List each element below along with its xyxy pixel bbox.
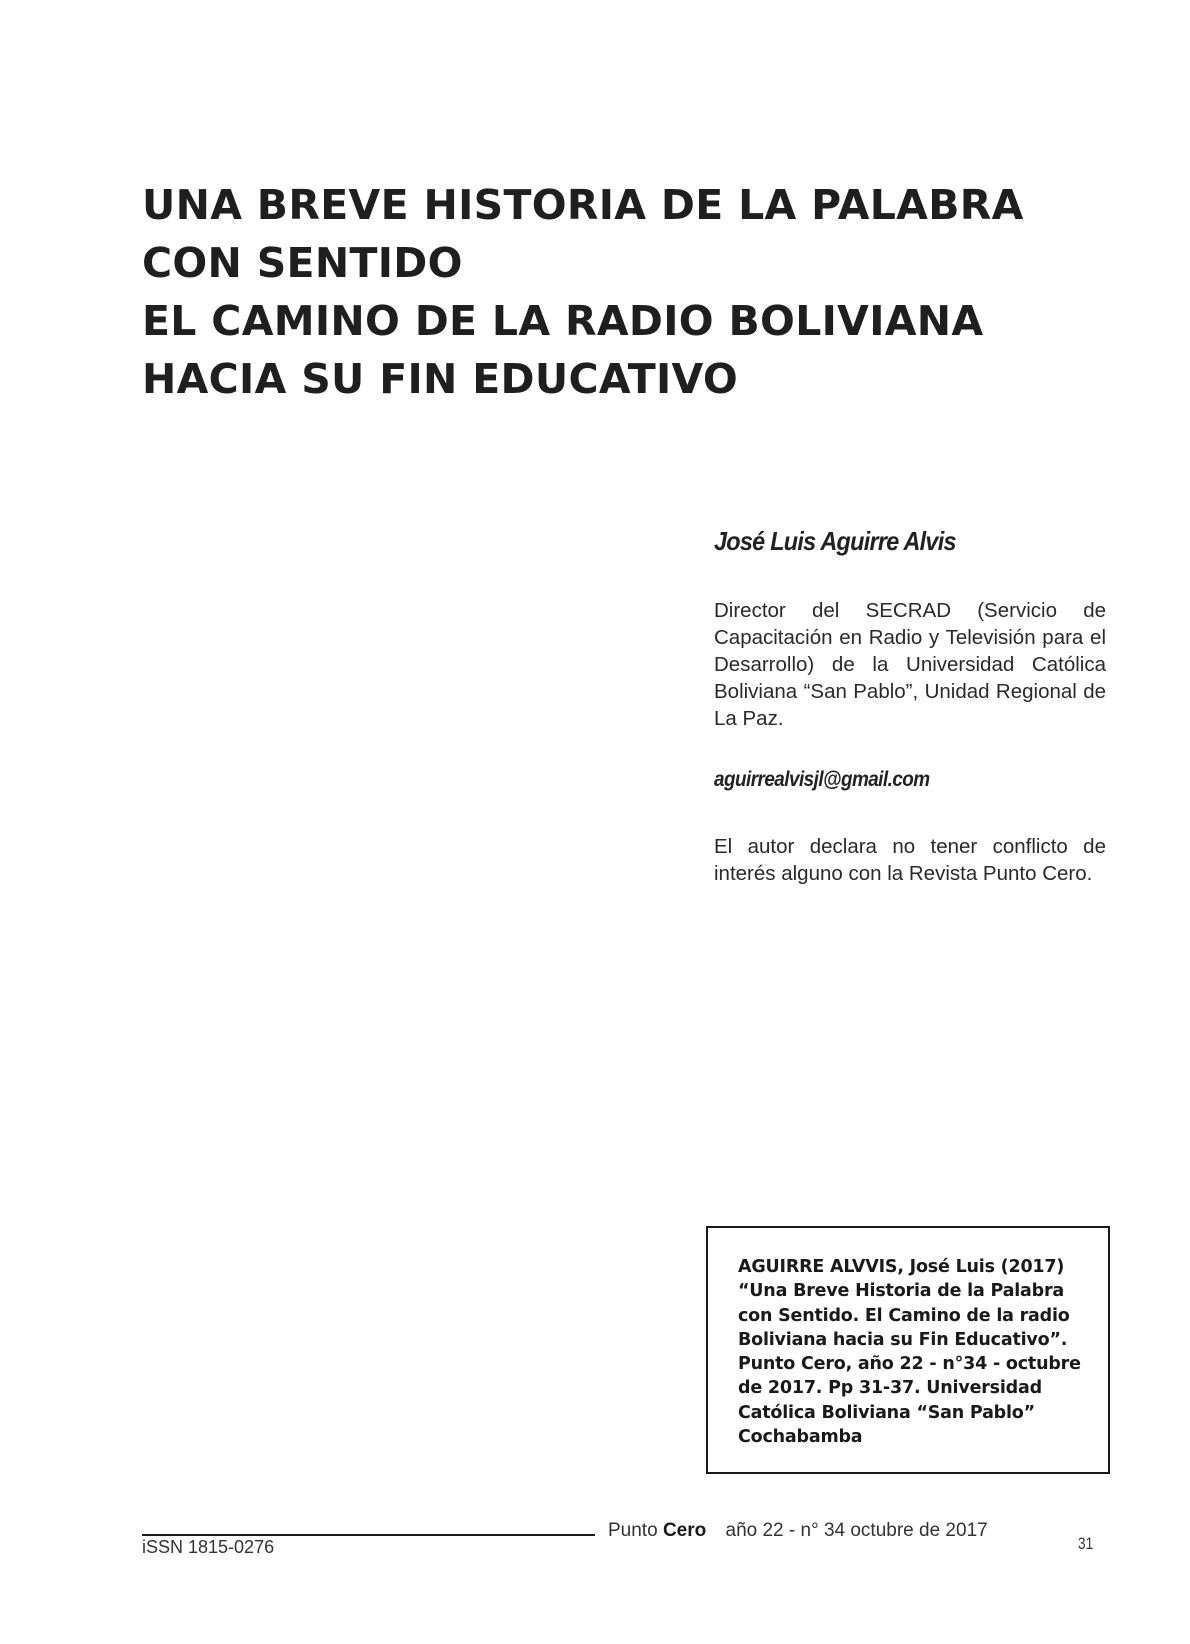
journal-name-regular: Punto [608, 1520, 658, 1541]
footer-divider [142, 1534, 595, 1536]
citation-box [706, 1226, 1110, 1474]
title-line-1: UNA BREVE HISTORIA DE LA PALABRA [142, 181, 1024, 229]
author-email: aguirrealvisjl@gmail.com [714, 768, 930, 791]
footer-journal-info [608, 1520, 988, 1542]
article-title [142, 176, 1142, 408]
page-number: 31 [1078, 1534, 1094, 1553]
journal-name-bold: Cero [662, 1520, 707, 1541]
issn: iSSN 1815-0276 [142, 1537, 275, 1557]
author-name: José Luis Aguirre Alvis [714, 526, 956, 556]
title-line-2: CON SENTIDO [142, 239, 463, 287]
title-line-4: HACIA SU FIN EDUCATIVO [142, 355, 738, 403]
title-line-3: EL CAMINO DE LA RADIO BOLIVIANA [142, 297, 984, 345]
citation-text: AGUIRRE ALVVIS, José Luis (2017) “Una Breve Historia de la Palabra con Sentido. El Camino de la radio Boliviana hacia su Fin Educativo”. Punto Cero, año 22 - n°34 - octubre de 2017. Pp 31-37. Universidad Católica Boliviana “San Pablo” Cochabamba [738, 1257, 1081, 1448]
journal-issue: año 22 - n° 34 octubre de 2017 [725, 1520, 988, 1541]
author-affiliation: Director del SECRAD (Servicio de Capacitación en Radio y Televisión para el Desarrollo) de la Universidad Católica Boliviana “San Pablo”, Unidad Regional de La Paz. [714, 599, 1106, 730]
conflict-of-interest-statement: El autor declara no tener conflicto de interés alguno con la Revista Punto Cero. [714, 835, 1106, 885]
